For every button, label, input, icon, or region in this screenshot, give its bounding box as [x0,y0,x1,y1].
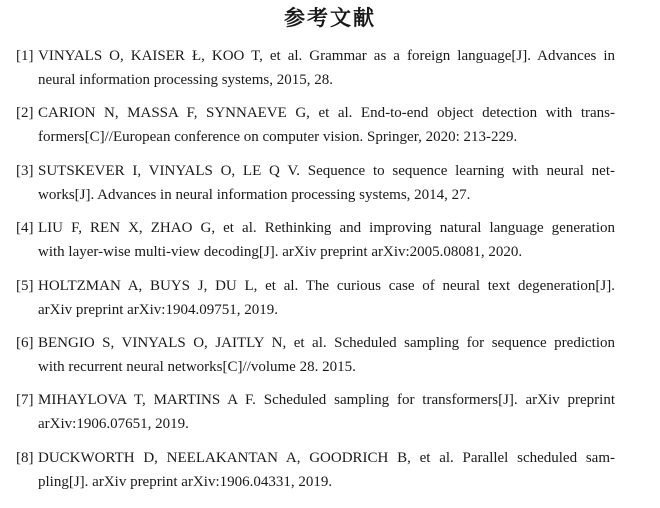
reference-line: arXiv preprint arXiv:1904.09751, 2019. [38,301,278,318]
reference-number: [7] [16,392,34,409]
reference-text [38,159,615,207]
reference-number: [5] [16,277,34,294]
reference-text [38,101,615,149]
reference-item-1 [16,44,616,101]
reference-item-6 [16,331,616,388]
reference-number: [1] [16,48,34,64]
reference-text [38,274,615,322]
reference-line: VINYALS O, KAISER Ł, KOO T, et al. Grammar as a foreign language[J]. Advances in [38,48,615,64]
reference-line: LIU F, REN X, ZHAO G, et al. Rethinking and improving natural language generation [38,220,615,237]
reference-text [38,216,615,264]
reference-line: CARION N, MASSA F, SYNNAEVE G, et al. End-to-end object detection with trans- [38,105,615,122]
reference-line: BENGIO S, VINYALS O, JAITLY N, et al. Scheduled sampling for sequence prediction [38,334,615,351]
reference-text [38,446,615,494]
reference-number: [4] [16,220,34,237]
reference-number: [3] [16,162,34,179]
reference-item-7 [16,388,616,445]
references-heading: 参考文献 [284,6,376,30]
reference-line: DUCKWORTH D, NEELAKANTAN A, GOODRICH B, et al. Parallel scheduled sam- [38,449,615,466]
reference-item-3 [16,159,616,216]
reference-number: [6] [16,334,34,351]
reference-text [38,44,615,92]
reference-item-4 [16,216,616,273]
reference-line: with recurrent neural networks[C]//volume 28. 2015. [38,358,356,375]
reference-line: arXiv:1906.07651, 2019. [38,416,189,433]
reference-line: MIHAYLOVA T, MARTINS A F. Scheduled sampling for transformers[J]. arXiv preprint [38,392,615,409]
reference-line: SUTSKEVER I, VINYALS O, LE Q V. Sequence to sequence learning with neural net- [38,162,615,179]
reference-item-5 [16,274,616,331]
reference-text [38,331,615,379]
reference-item-8 [16,446,616,503]
reference-line: formers[C]//European conference on computer vision. Springer, 2020: 213-229. [38,129,518,146]
reference-list [16,44,616,503]
reference-item-2 [16,101,616,158]
reference-number: [8] [16,449,34,466]
reference-text [38,388,615,436]
reference-line: pling[J]. arXiv preprint arXiv:1906.04331, 2019. [38,473,333,490]
reference-line: with layer-wise multi-view decoding[J]. arXiv preprint arXiv:2005.08081, 2020. [38,244,523,261]
reference-line: works[J]. Advances in neural information processing systems, 2014, 27. [38,186,471,203]
reference-number: [2] [16,105,34,122]
reference-line: HOLTZMAN A, BUYS J, DU L, et al. The curious case of neural text degeneration[J]. [38,277,615,294]
reference-line: neural information processing systems, 2015, 28. [38,72,333,88]
